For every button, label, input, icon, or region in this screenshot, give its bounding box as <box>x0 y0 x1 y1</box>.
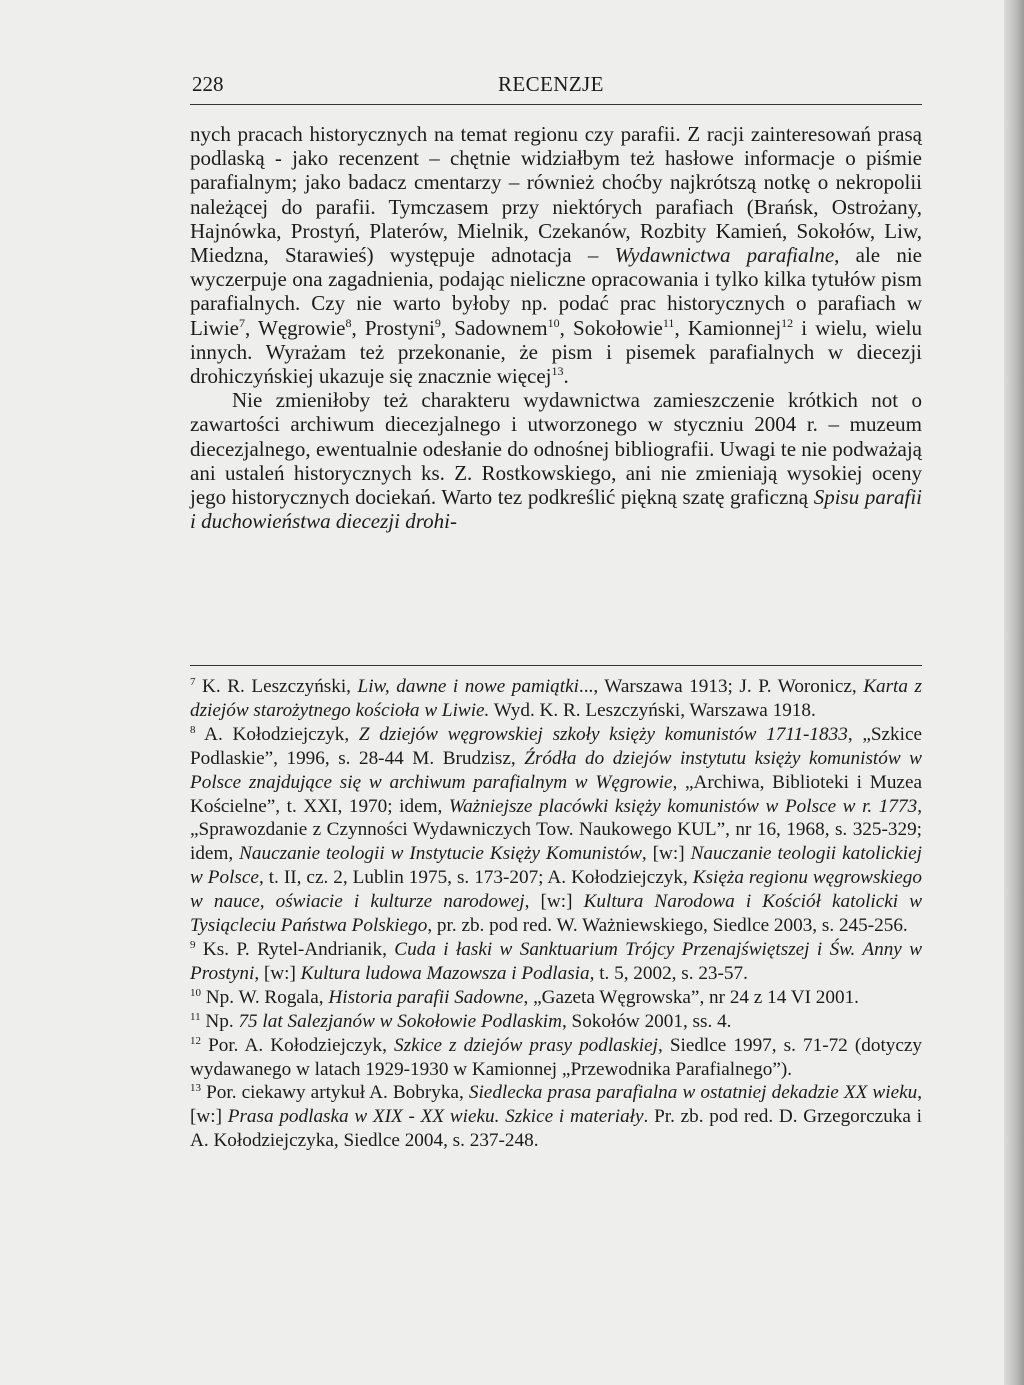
text-run: , [w:] <box>190 1082 922 1128</box>
text-run: nych pracach historycznych na temat regionu czy parafii. Z racji zainteresowań prasą podlaską - jako recenzent – chętnie widziałbym też hasłowe informacje o piśmie parafialnym; jako badacz cmentarzy – również choćby najkrótszą notkę o nekropolii należącej do parafii. Tymczasem przy niektórych parafiach (Brańsk, Ostrożany, Hajnówka, Prostyń, Platerów, Mielnik, Czekanów, Rozbity Kamień, Sokołów, Liw, Miedzna, Starawieś) występuje adnotacja – <box>190 122 922 268</box>
text-run: A. Kołodziejczyk, <box>195 723 359 745</box>
italic-text: 75 lat Salezjanów w Sokołowie Podlaskim <box>238 1010 562 1032</box>
text-run: , Kamionnej <box>674 315 782 340</box>
text-run: , „Gazeta Węgrowska”, nr 24 z 14 VI 2001. <box>523 986 859 1008</box>
footnote-ref: 8 <box>345 315 352 330</box>
italic-text: Z dziejów węgrowskiej szkoły księży komunistów 1711-1833 <box>358 723 848 745</box>
text-run: , Siedlce 1997, s. 71-72 (dotyczy wydawanego w latach 1929-1930 w Kamionnej „Przewodnika Parafialnego”). <box>190 1034 922 1080</box>
italic-text: Ważniejsze placówki księży komunistów w Polsce w r. 1773 <box>448 795 918 817</box>
footnote <box>190 938 922 986</box>
text-run: K. R. Leszczyński, <box>195 676 358 697</box>
text-run: , pr. zb. pod red. W. Ważniewskiego, Siedlce 2003, s. 245-256. <box>427 915 908 937</box>
italic-text: Liw, dawne i nowe pamiątki <box>357 676 579 697</box>
italic-text: Siedlecka prasa parafialna w ostatniej dekadzie XX wieku <box>468 1082 918 1104</box>
italic-text: Prasa podlaska w XIX - XX wieku. Szkice i materiały <box>227 1106 644 1128</box>
footnote-number: 10 <box>190 986 201 999</box>
text-run: , „Archiwa, Biblioteki i Muzea Kościelne”, t. XXI, 1970; idem, <box>190 771 922 817</box>
text-run: i wielu, wielu innych. Wyrażam też przekonanie, że pism i pisemek parafialnych w diecezji drohiczyńskiej ukazuje się znacznie więcej <box>190 315 923 389</box>
text-run: , Sadownem <box>440 315 548 340</box>
footnote <box>190 1034 922 1082</box>
text-run: , Prostyni <box>351 315 435 340</box>
text-run: Np. W. Rogala, <box>201 986 329 1008</box>
italic-text: Spisu parafii i duchowieństwa diecezji drohi- <box>190 485 922 534</box>
text-run: , Węgrowie <box>244 315 346 340</box>
body-text <box>190 122 922 533</box>
text-run: , Sokołów 2001, ss. 4. <box>561 1010 732 1032</box>
italic-text: Źródła do dziejów instytutu księży komunistów w Polsce znajdujące się w archiwum parafialnym w Węgrowie <box>190 747 922 793</box>
footnote-ref: 12 <box>781 315 794 330</box>
text-run: , „Szkice Podlaskie”, 1996, s. 28-44 M. Brudzisz, <box>190 723 922 769</box>
text-run: , [w:] <box>254 962 301 984</box>
italic-text: Księża regionu węgrowskiego w nauce, oświacie i kulturze narodowej <box>190 867 922 913</box>
italic-text: Karta z dziejów starożytnego kościoła w Liwie. <box>190 676 922 721</box>
header-rule <box>190 104 922 105</box>
running-head: RECENZJE <box>498 72 604 96</box>
footnote <box>190 723 922 938</box>
text-run: ..., Warszawa 1913; J. P. Woronicz, <box>578 676 864 697</box>
footnote <box>190 986 922 1010</box>
body-paragraph <box>190 388 922 533</box>
text-run: Nie zmieniłoby też charakteru wydawnictwa zamieszczenie krótkich not o zawartości archiwum diecezjalnego i utworzonego w styczniu 2004 r. – muzeum diecezjalnego, ewentualnie odesłanie do odnośnej bibliografii. Uwagi te nie podważają ani ustaleń historycznych ks. Z. Rostkowskiego, ani nie zmieniają wysokiej oceny jego historycznych dociekań. Warto tez podkreślić piękną szatę graficzną <box>190 388 922 510</box>
page-number: 228 <box>192 72 224 96</box>
text-run: , [w:] <box>641 843 691 865</box>
italic-text: Kultura Narodowa i Kościół katolicki w Tysiącleciu Państwa Polskiego <box>190 891 922 937</box>
footnote-ref: 7 <box>238 315 245 330</box>
footnote <box>190 675 922 723</box>
italic-text: Kultura ludowa Mazowsza i Podlasia <box>300 962 590 984</box>
text-run: , t. 5, 2002, s. 23-57. <box>589 962 748 984</box>
text-run: , ale nie wyczerpuje ona zagadnienia, podając nieliczne opracowania i tylko kilka tytułów pism parafialnych. Czy nie warto byłoby np. podać prac historycznych o parafiach w Liwie <box>190 243 922 340</box>
body-paragraph <box>190 122 922 388</box>
footnote-ref: 13 <box>551 364 564 379</box>
text-run: , t. II, cz. 2, Lublin 1975, s. 173-207; A. Kołodziejczyk, <box>258 867 693 889</box>
italic-text: Nauczanie teologii katolickiej w Polsce <box>190 843 922 889</box>
text-run: . Pr. zb. pod red. D. Grzegorczuka i A. Kołodziejczyka, Siedlce 2004, s. 237-248. <box>190 1106 922 1152</box>
footnote <box>190 1010 922 1034</box>
footnote <box>190 1081 922 1153</box>
text-run: , [w:] <box>524 891 584 913</box>
footnote-number: 12 <box>190 1034 201 1047</box>
footnote-number: 9 <box>190 938 196 951</box>
italic-text: Wydawnictwa parafialne <box>614 243 835 268</box>
text-run: Wyd. K. R. Leszczyński, Warszawa 1918. <box>489 699 816 721</box>
text-run: Por. A. Kołodziejczyk, <box>201 1034 395 1056</box>
text-run: Ks. P. Rytel-Andrianik, <box>195 938 395 960</box>
text-run: , „Sprawozdanie z Czynności Wydawniczych Tow. Naukowego KUL”, nr 16, 1968, s. 325-329; idem, <box>190 795 922 865</box>
page-edge-shadow <box>1004 0 1024 1385</box>
text-run: Por. ciekawy artykuł A. Bobryka, <box>201 1082 469 1104</box>
italic-text: Cuda i łaski w Sanktuarium Trójcy Przenajświętszej i Św. Anny w Prostyni <box>190 938 922 984</box>
footnote-ref: 10 <box>547 315 560 330</box>
footnote-ref: 9 <box>434 315 441 330</box>
footnote-number: 8 <box>190 723 196 736</box>
text-run: . <box>563 364 569 389</box>
italic-text: Nauczanie teologii w Instytucie Księży Komunistów <box>239 843 642 865</box>
footnotes <box>190 675 922 1153</box>
footnote-ref: 11 <box>662 315 675 330</box>
footnote-separator <box>190 665 922 666</box>
text-run: , Sokołowie <box>559 315 663 340</box>
italic-text: Szkice z dziejów prasy podlaskiej <box>394 1034 658 1056</box>
page-header <box>190 72 922 102</box>
text-run: Np. <box>200 1010 239 1032</box>
italic-text: Historia parafii Sadowne <box>328 986 524 1008</box>
footnote-number: 7 <box>190 676 196 688</box>
footnote-number: 13 <box>190 1082 201 1095</box>
footnote-number: 11 <box>190 1010 201 1023</box>
